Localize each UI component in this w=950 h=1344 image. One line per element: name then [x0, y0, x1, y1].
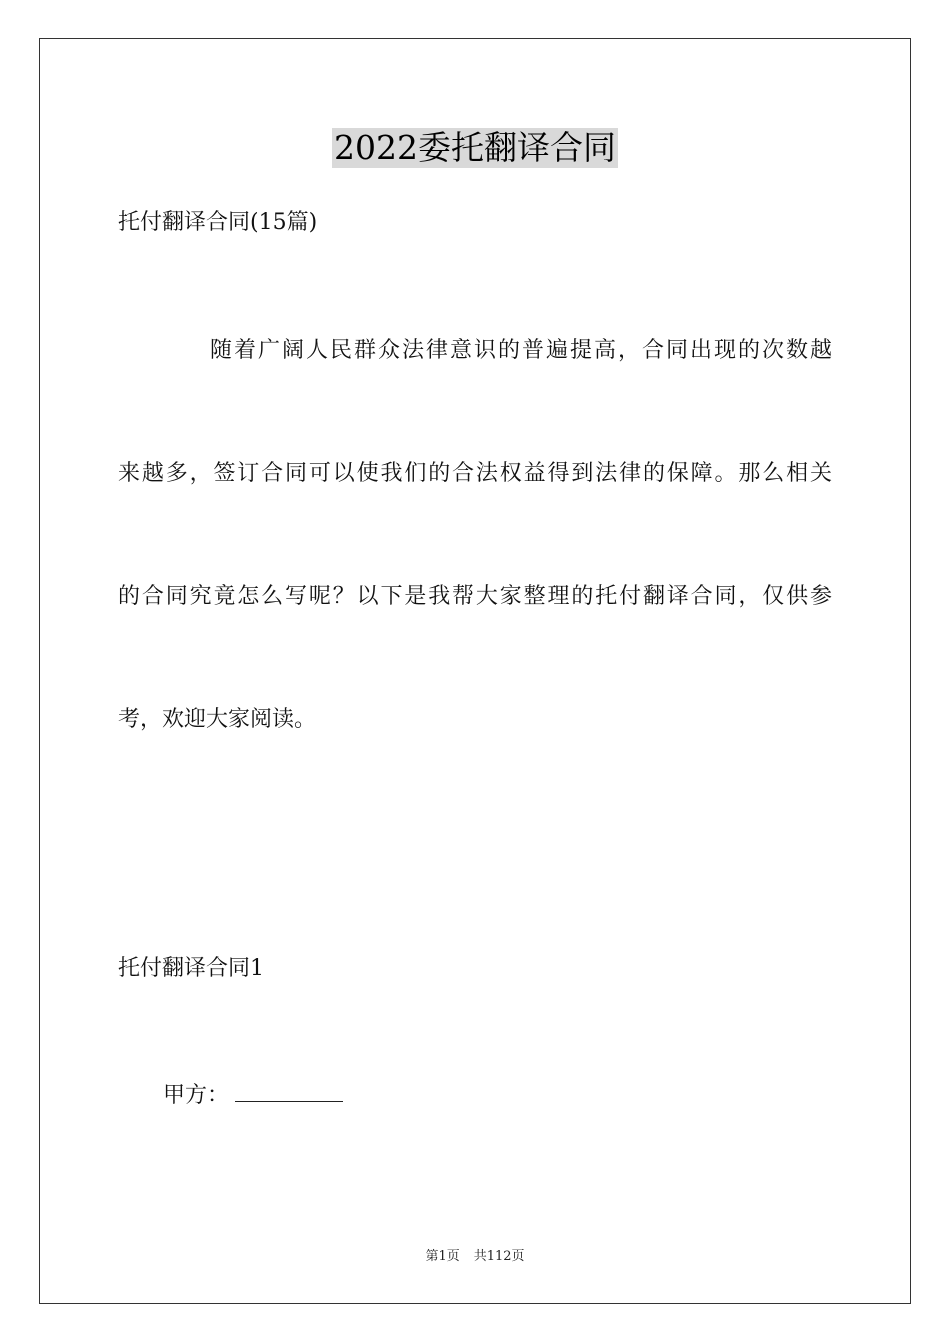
page-number-current: 第1页: [425, 1249, 460, 1264]
document-title-wrapper: [0, 128, 950, 168]
party-a-label: 甲方：: [163, 1083, 230, 1108]
intro-line-1: 随着广阔人民群众法律意识的普遍提高，合同出现的次数越: [210, 338, 832, 363]
section-heading: 托付翻译合同1: [118, 956, 264, 981]
intro-line-2: 来越多，签订合同可以使我们的合法权益得到法律的保障。那么相关: [118, 461, 832, 486]
intro-line-4: 考，欢迎大家阅读。: [118, 707, 317, 732]
page-footer: [0, 1248, 950, 1266]
party-a-blank-line: [235, 1083, 343, 1102]
page-number-total: 共112页: [473, 1249, 525, 1264]
party-a-row: [163, 1081, 343, 1111]
document-subtitle: 托付翻译合同(15篇): [118, 210, 318, 235]
document-title: 2022委托翻译合同: [334, 128, 616, 167]
intro-line-3: 的合同究竟怎么写呢？以下是我帮大家整理的托付翻译合同，仅供参: [118, 584, 832, 609]
